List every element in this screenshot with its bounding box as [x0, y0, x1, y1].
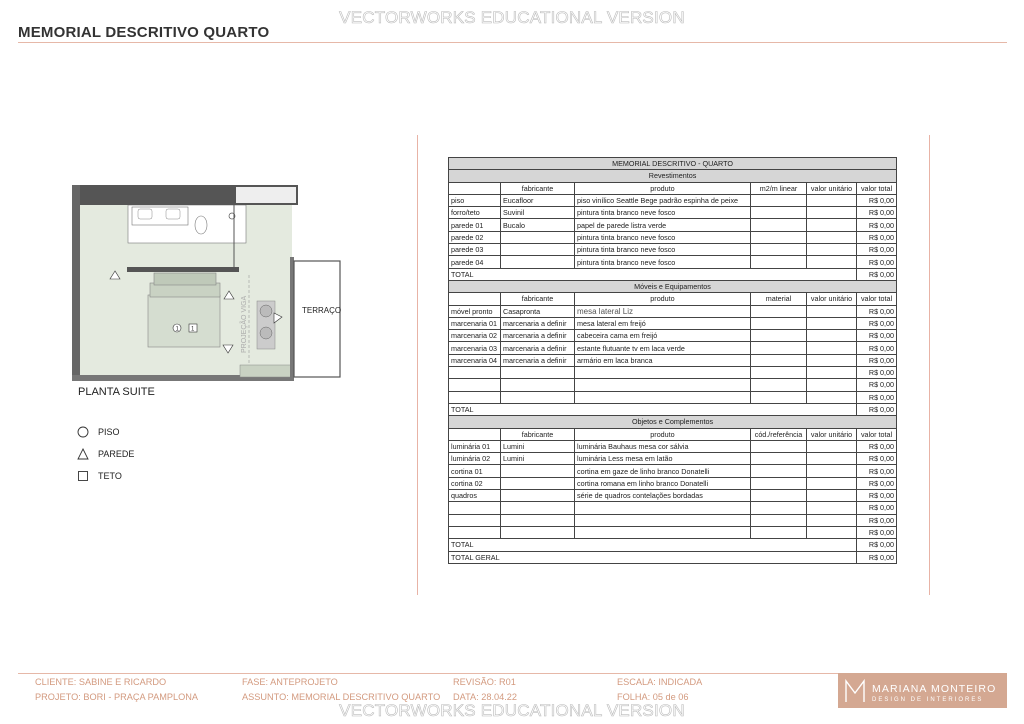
section-header-row	[449, 416, 897, 428]
table-cell: pintura tinta branco neve fosco	[575, 231, 751, 243]
table-cell: R$ 0,00	[857, 367, 897, 379]
table-row	[449, 194, 897, 206]
table-cell: Casapronta	[501, 305, 575, 317]
table-cell	[575, 502, 751, 514]
table-cell	[807, 305, 857, 317]
table-title-row	[449, 158, 897, 170]
table-cell: Lumini	[501, 453, 575, 465]
table-cell: R$ 0,00	[857, 231, 897, 243]
table-cell	[501, 256, 575, 268]
table-cell	[751, 194, 807, 206]
legend-label: TETO	[98, 471, 122, 481]
floor-plan-drawing	[70, 183, 345, 383]
table-row	[449, 440, 897, 452]
beam-projection-label: PROJEÇÃO VIGA	[241, 295, 248, 353]
legend-item-wall	[76, 447, 134, 461]
table-cell: R$ 0,00	[857, 354, 897, 366]
table-cell: cortina 02	[449, 477, 501, 489]
left-margin-line	[417, 135, 418, 595]
footer-date: DATA: 28.04.22	[453, 692, 518, 702]
table-cell: papel de parede listra verde	[575, 219, 751, 231]
table-cell: quadros	[449, 490, 501, 502]
table-cell	[751, 256, 807, 268]
table-cell: R$ 0,00	[857, 207, 897, 219]
table-title: MEMORIAL DESCRITIVO - QUARTO	[449, 158, 897, 170]
page-title: MEMORIAL DESCRITIVO QUARTO	[18, 24, 270, 41]
column-header: cód./referência	[751, 428, 807, 440]
column-header	[449, 428, 501, 440]
table-cell: marcenaria a definir	[501, 317, 575, 329]
total-value: R$ 0,00	[857, 539, 897, 551]
table-cell	[501, 514, 575, 526]
table-cell	[751, 244, 807, 256]
column-header: fabricante	[501, 428, 575, 440]
table-cell	[751, 490, 807, 502]
table-cell	[449, 514, 501, 526]
table-cell: marcenaria 01	[449, 317, 501, 329]
triangle-icon	[76, 447, 90, 461]
table-cell	[807, 440, 857, 452]
table-row	[449, 391, 897, 403]
table-cell	[807, 330, 857, 342]
table-cell: luminária 01	[449, 440, 501, 452]
marker-circle-number: 1	[175, 326, 179, 333]
table-row	[449, 477, 897, 489]
table-cell	[807, 477, 857, 489]
table-row	[449, 231, 897, 243]
table-cell: Bucalo	[501, 219, 575, 231]
grand-total-value: R$ 0,00	[857, 551, 897, 563]
watermark-top: VECTORWORKS EDUCATIONAL VERSION	[339, 8, 685, 27]
table-cell	[751, 342, 807, 354]
table-row	[449, 342, 897, 354]
table-cell: R$ 0,00	[857, 490, 897, 502]
table-cell	[751, 305, 807, 317]
table-cell: armário em laca branca	[575, 354, 751, 366]
table-cell	[807, 453, 857, 465]
total-label: TOTAL	[449, 539, 857, 551]
column-header: valor total	[857, 293, 897, 305]
legend-label: PAREDE	[98, 449, 135, 459]
table-cell: parede 03	[449, 244, 501, 256]
table-cell	[751, 514, 807, 526]
column-header: valor unitário	[807, 182, 857, 194]
column-header: produto	[575, 428, 751, 440]
column-header: fabricante	[501, 293, 575, 305]
table-cell: Suvinil	[501, 207, 575, 219]
table-cell	[751, 207, 807, 219]
table-cell: R$ 0,00	[857, 305, 897, 317]
table-cell: forro/teto	[449, 207, 501, 219]
table-cell: R$ 0,00	[857, 330, 897, 342]
table-cell: R$ 0,00	[857, 256, 897, 268]
table-cell	[449, 379, 501, 391]
table-cell: parede 02	[449, 231, 501, 243]
table-cell: R$ 0,00	[857, 440, 897, 452]
table-cell: R$ 0,00	[857, 514, 897, 526]
footer-phase: FASE: ANTEPROJETO	[242, 677, 338, 687]
table-row	[449, 453, 897, 465]
column-header: valor total	[857, 428, 897, 440]
section-header-row	[449, 280, 897, 292]
table-row	[449, 244, 897, 256]
square-icon	[76, 469, 90, 483]
table-cell	[751, 477, 807, 489]
column-header-row	[449, 428, 897, 440]
total-label: TOTAL	[449, 403, 857, 415]
table-row	[449, 317, 897, 329]
table-cell: Lumini	[501, 440, 575, 452]
table-cell: cabeceira cama em freijó	[575, 330, 751, 342]
section-header-row	[449, 170, 897, 182]
table-cell	[807, 231, 857, 243]
section-title: Objetos e Complementos	[449, 416, 897, 428]
table-cell: R$ 0,00	[857, 317, 897, 329]
table-row	[449, 256, 897, 268]
table-cell	[751, 526, 807, 538]
table-cell: cortina romana em linho branco Donatelli	[575, 477, 751, 489]
grand-total-row	[449, 551, 897, 563]
table-cell	[807, 194, 857, 206]
table-cell	[807, 379, 857, 391]
table-row	[449, 207, 897, 219]
table-row	[449, 305, 897, 317]
column-header: valor unitário	[807, 428, 857, 440]
table-cell: pintura tinta branco neve fosco	[575, 256, 751, 268]
footer-client: CLIENTE: SABINE E RICARDO	[35, 677, 167, 687]
table-cell: R$ 0,00	[857, 379, 897, 391]
table-cell: luminária 02	[449, 453, 501, 465]
table-cell	[807, 526, 857, 538]
table-row	[449, 502, 897, 514]
table-cell	[575, 514, 751, 526]
marker-square-number: 1	[191, 326, 195, 333]
table-cell: cortina em gaze de linho branco Donatelli	[575, 465, 751, 477]
table-cell	[501, 502, 575, 514]
table-cell: R$ 0,00	[857, 502, 897, 514]
watermark-bottom: VECTORWORKS EDUCATIONAL VERSION	[339, 701, 685, 720]
table-cell	[501, 367, 575, 379]
total-label: TOTAL	[449, 268, 857, 280]
column-header-row	[449, 293, 897, 305]
total-value: R$ 0,00	[857, 268, 897, 280]
table-cell	[807, 354, 857, 366]
title-divider	[18, 42, 1007, 43]
table-cell	[501, 490, 575, 502]
table-cell	[807, 317, 857, 329]
table-cell: cortina 01	[449, 465, 501, 477]
terrace-label: TERRAÇO	[302, 306, 342, 315]
table-cell	[501, 391, 575, 403]
table-cell: marcenaria a definir	[501, 354, 575, 366]
table-cell: marcenaria a definir	[501, 330, 575, 342]
table-row	[449, 367, 897, 379]
table-cell	[751, 330, 807, 342]
footer-revision: REVISÃO: R01	[453, 677, 516, 687]
table-cell: pintura tinta branco neve fosco	[575, 244, 751, 256]
table-cell: luminária Less mesa em latão	[575, 453, 751, 465]
table-row	[449, 465, 897, 477]
table-cell	[807, 502, 857, 514]
table-cell	[751, 502, 807, 514]
table-cell: mesa lateral em freijó	[575, 317, 751, 329]
table-cell: R$ 0,00	[857, 526, 897, 538]
table-cell	[751, 440, 807, 452]
table-cell	[807, 490, 857, 502]
table-cell: móvel pronto	[449, 305, 501, 317]
table-cell: R$ 0,00	[857, 465, 897, 477]
table-cell	[807, 219, 857, 231]
table-cell: marcenaria a definir	[501, 342, 575, 354]
table-cell: R$ 0,00	[857, 219, 897, 231]
monogram-icon	[844, 678, 866, 704]
table-cell	[751, 317, 807, 329]
table-cell	[807, 342, 857, 354]
table-cell: parede 04	[449, 256, 501, 268]
table-row	[449, 219, 897, 231]
table-cell: Eucafloor	[501, 194, 575, 206]
table-cell: mesa lateral Liz	[575, 305, 751, 317]
total-row	[449, 539, 897, 551]
right-margin-line	[929, 135, 930, 595]
table-cell	[501, 526, 575, 538]
table-cell: marcenaria 04	[449, 354, 501, 366]
table-row	[449, 354, 897, 366]
table-cell	[575, 391, 751, 403]
column-header: material	[751, 293, 807, 305]
table-cell	[807, 256, 857, 268]
column-header: valor unitário	[807, 293, 857, 305]
table-cell	[751, 379, 807, 391]
logo-name: MARIANA MONTEIRO	[872, 682, 997, 695]
table-cell	[751, 367, 807, 379]
column-header: produto	[575, 293, 751, 305]
table-cell	[807, 514, 857, 526]
footer-scale: ESCALA: INDICADA	[617, 677, 703, 687]
table-cell: R$ 0,00	[857, 244, 897, 256]
table-cell	[751, 219, 807, 231]
section-title: Revestimentos	[449, 170, 897, 182]
table-cell: piso vinílico Seattle Bege padrão espinha de peixe	[575, 194, 751, 206]
total-row	[449, 403, 897, 415]
table-cell	[501, 244, 575, 256]
table-cell: parede 01	[449, 219, 501, 231]
circle-icon	[76, 425, 90, 439]
table-cell	[807, 465, 857, 477]
table-cell	[751, 465, 807, 477]
table-cell	[807, 391, 857, 403]
column-header: m2/m linear	[751, 182, 807, 194]
table-row	[449, 526, 897, 538]
table-cell	[575, 379, 751, 391]
table-cell: R$ 0,00	[857, 194, 897, 206]
section-title: Móveis e Equipamentos	[449, 280, 897, 292]
table-row	[449, 514, 897, 526]
table-row	[449, 379, 897, 391]
table-cell: luminária Bauhaus mesa cor sálvia	[575, 440, 751, 452]
footer-subject: ASSUNTO: MEMORIAL DESCRITIVO QUARTO	[242, 692, 441, 702]
plan-label: PLANTA SUITE	[78, 386, 155, 398]
table-row	[449, 330, 897, 342]
total-value: R$ 0,00	[857, 403, 897, 415]
memorial-table	[448, 157, 897, 564]
table-cell	[501, 231, 575, 243]
table-cell	[751, 391, 807, 403]
table-cell: R$ 0,00	[857, 477, 897, 489]
column-header: fabricante	[501, 182, 575, 194]
table-cell	[751, 453, 807, 465]
table-cell	[751, 231, 807, 243]
table-cell	[449, 391, 501, 403]
table-cell	[807, 367, 857, 379]
table-cell: R$ 0,00	[857, 453, 897, 465]
footer-project: PROJETO: BORI - PRAÇA PAMPLONA	[35, 692, 199, 702]
table-cell	[751, 354, 807, 366]
grand-total-label: TOTAL GERAL	[449, 551, 857, 563]
table-cell	[575, 367, 751, 379]
table-cell: estante flutuante tv em laca verde	[575, 342, 751, 354]
table-cell: pintura tinta branco neve fosco	[575, 207, 751, 219]
legend-label: PISO	[98, 427, 120, 437]
legend-item-floor	[76, 425, 120, 439]
table-cell	[501, 477, 575, 489]
table-row	[449, 490, 897, 502]
table-cell: marcenaria 03	[449, 342, 501, 354]
column-header	[449, 182, 501, 194]
table-cell: R$ 0,00	[857, 342, 897, 354]
footer-sheet: FOLHA: 05 de 06	[617, 692, 689, 702]
table-cell	[807, 207, 857, 219]
table-cell	[449, 502, 501, 514]
column-header-row	[449, 182, 897, 194]
table-cell	[575, 526, 751, 538]
table-cell	[449, 367, 501, 379]
table-cell: piso	[449, 194, 501, 206]
column-header	[449, 293, 501, 305]
total-row	[449, 268, 897, 280]
logo-subtitle: DESIGN DE INTERIORES	[872, 696, 984, 703]
table-cell	[449, 526, 501, 538]
table-cell: marcenaria 02	[449, 330, 501, 342]
table-cell: R$ 0,00	[857, 391, 897, 403]
table-cell: série de quadros contelações bordadas	[575, 490, 751, 502]
legend-item-ceiling	[76, 469, 122, 483]
table-cell	[501, 379, 575, 391]
column-header: valor total	[857, 182, 897, 194]
table-cell	[501, 465, 575, 477]
table-cell	[807, 244, 857, 256]
column-header: produto	[575, 182, 751, 194]
